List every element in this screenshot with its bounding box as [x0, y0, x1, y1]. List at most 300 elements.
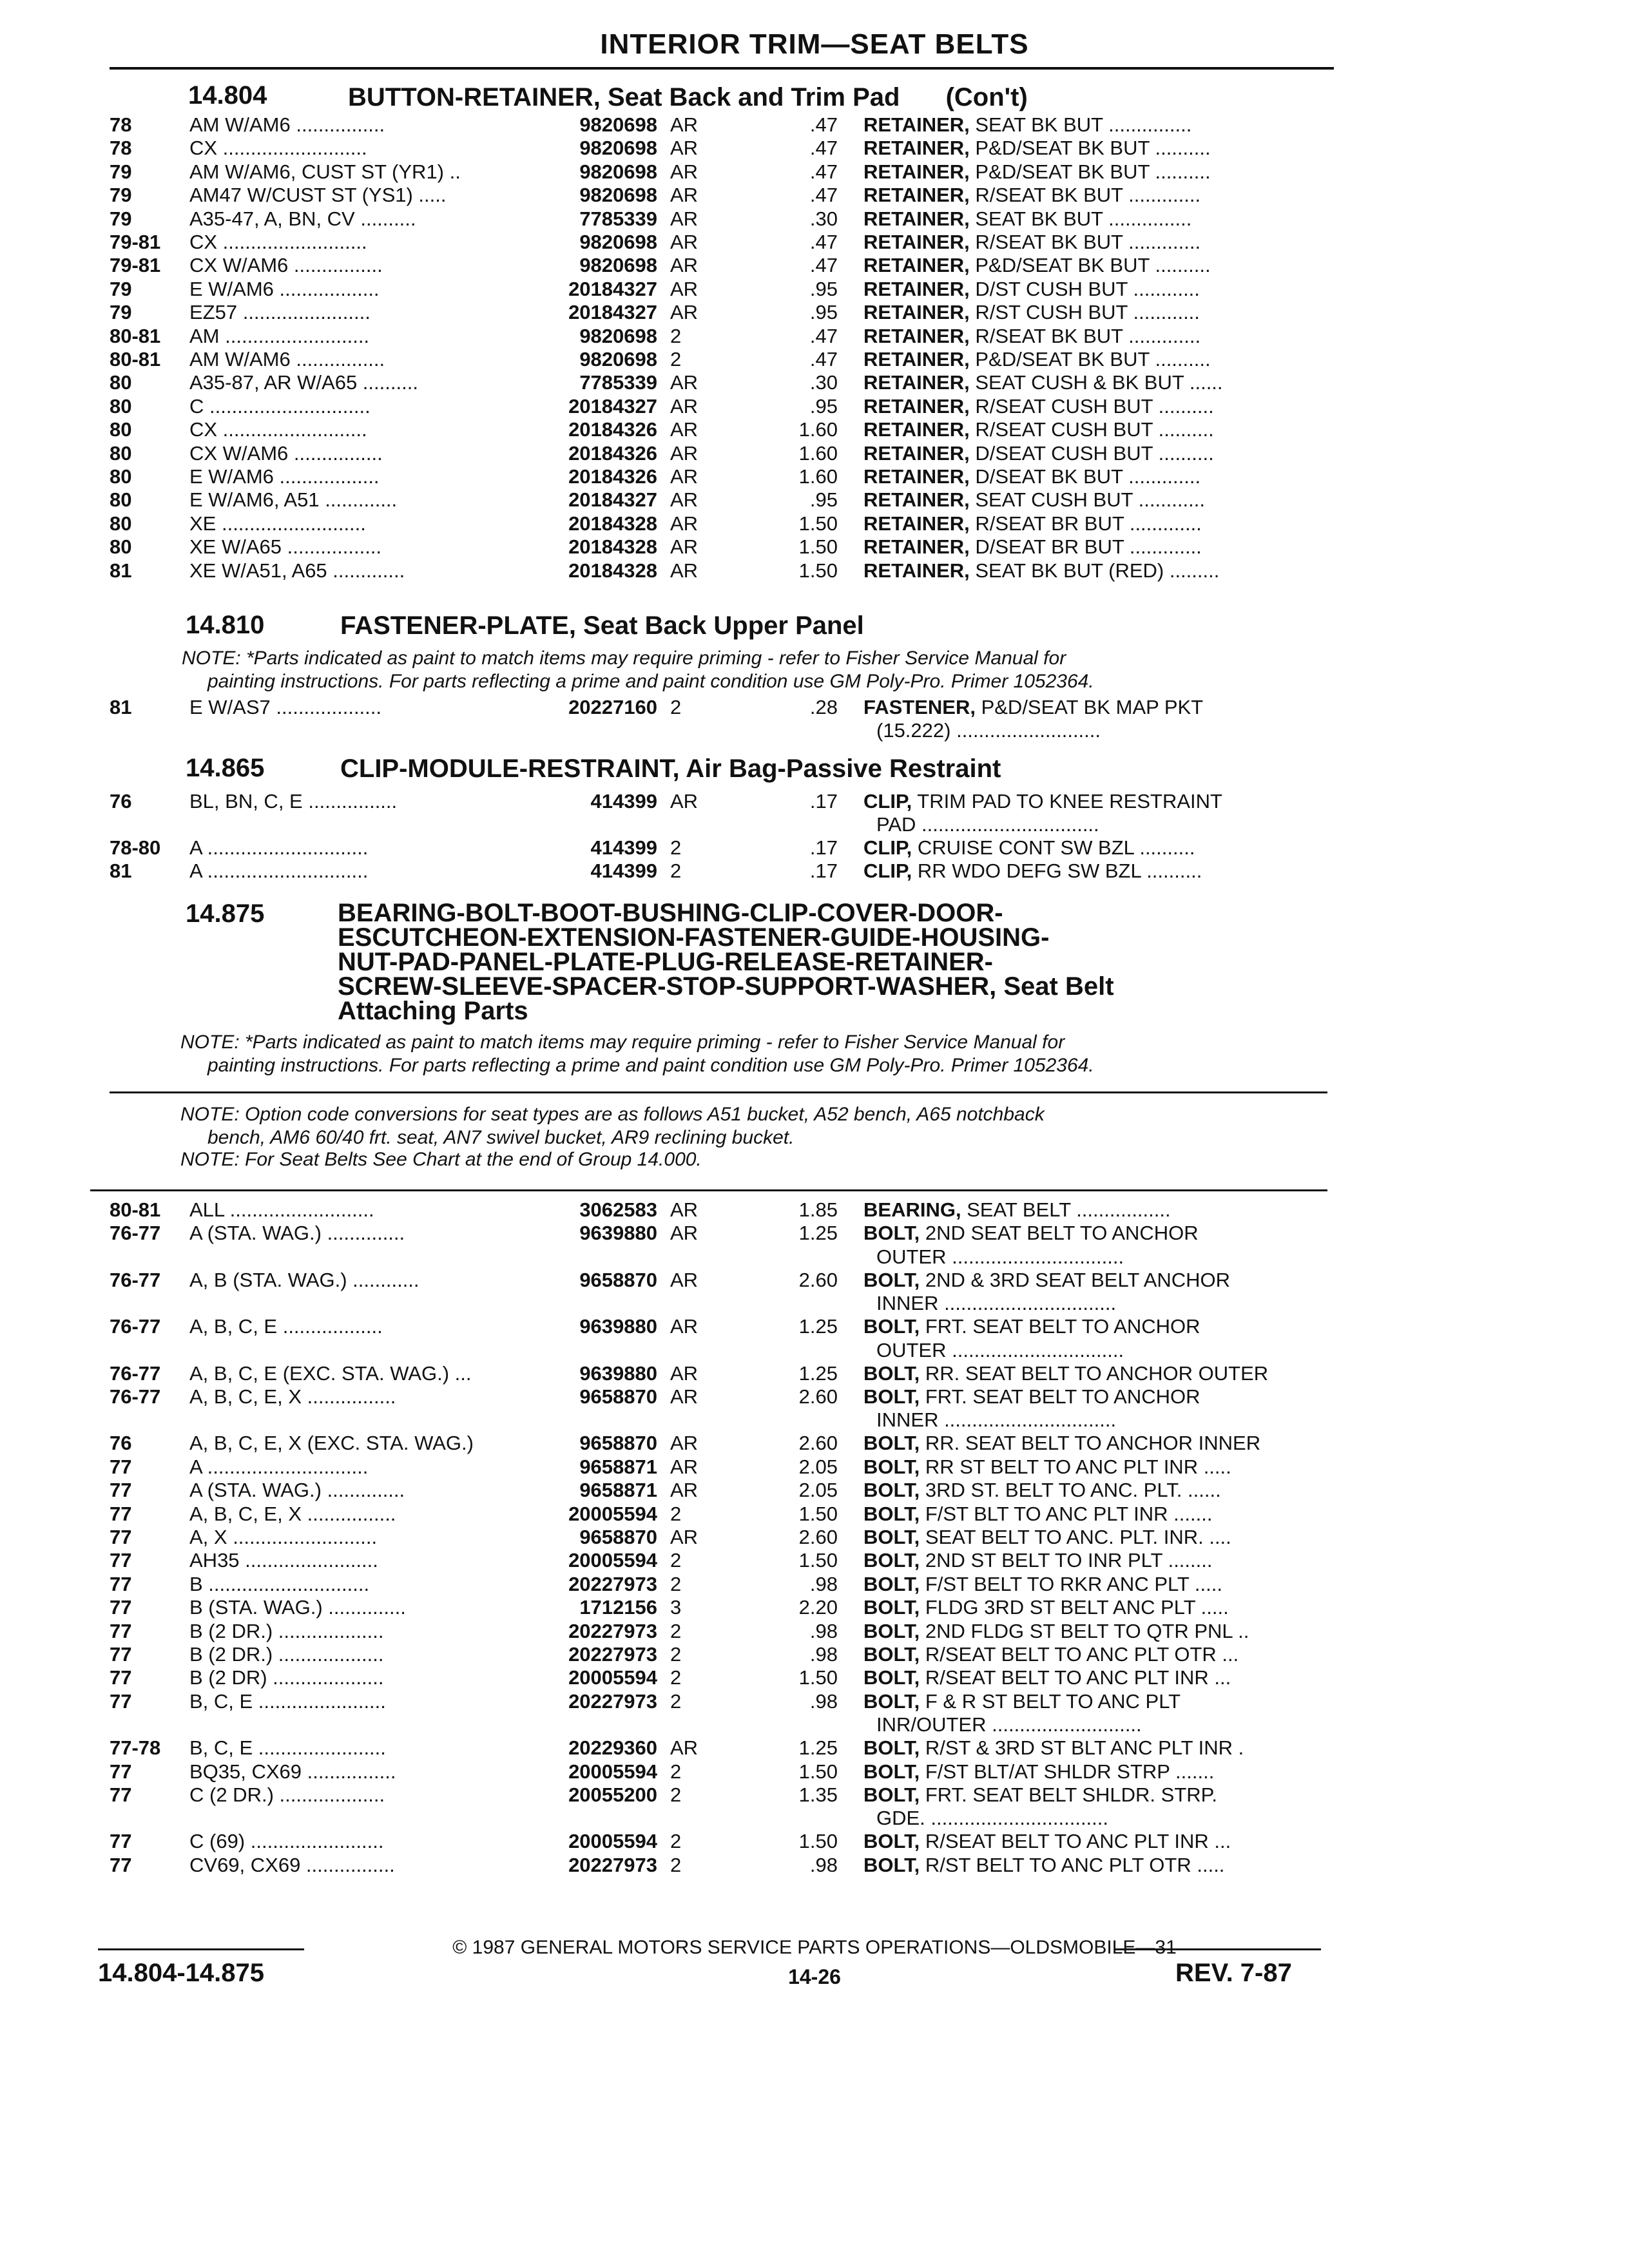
model-cell: C (69) ........................ [189, 1830, 384, 1853]
description-cell [863, 512, 1327, 535]
description-cell [863, 254, 1327, 277]
table-row [0, 1315, 1629, 1338]
part-number-cell: 20184327 [568, 488, 657, 512]
note-line: NOTE: Option code conversions for seat types are as follows A51 bucket, A52 bench, A65 notchback [180, 1104, 1045, 1125]
price-cell: .98 [809, 1572, 838, 1595]
price-cell: .47 [809, 324, 838, 347]
year-cell: 80 [110, 441, 132, 465]
table-row [0, 1503, 1629, 1526]
quantity-cell: AR [670, 207, 699, 230]
part-number-cell: 9820698 [579, 231, 657, 253]
description-cell [863, 1736, 1327, 1760]
part-number-cell: 20184328 [568, 512, 657, 535]
quantity-cell: AR [670, 394, 699, 418]
year-cell: 80 [110, 418, 132, 441]
part-number-cell: 20227973 [568, 1853, 657, 1876]
table-row [0, 535, 1629, 559]
year-cell: 77 [110, 1666, 132, 1689]
part-name: RETAINER, [863, 418, 970, 441]
quantity-cell: AR [670, 512, 699, 535]
table-row [0, 160, 1629, 184]
quantity-cell: AR [670, 137, 699, 160]
description-cell [863, 1362, 1327, 1385]
part-number-cell: 9820698 [579, 254, 657, 277]
page-title: INTERIOR TRIM—SEAT BELTS [600, 28, 1029, 60]
model-cell: AM47 W/CUST ST (YS1) ..... [189, 184, 447, 207]
part-number-cell: 20184328 [568, 535, 657, 559]
description-continuation: GDE. ................................ [876, 1807, 1109, 1830]
year-cell: 78-80 [110, 836, 161, 859]
description-cell [863, 325, 1327, 348]
table-row [0, 1690, 1629, 1713]
model-cell: A, B, C, E .................. [189, 1315, 383, 1338]
part-name: RETAINER, [863, 137, 970, 160]
model-cell: C (2 DR.) ................... [189, 1783, 385, 1806]
price-cell: 2.05 [798, 1479, 838, 1502]
note-line: NOTE: *Parts indicated as paint to match items may require priming - refer to Fisher Service Manual for [182, 648, 1066, 669]
part-detail: RR. SEAT BELT TO ANCHOR OUTER [920, 1361, 1269, 1385]
year-cell: 79 [110, 160, 132, 183]
section-number: 14.804 [188, 81, 267, 110]
quantity-cell: AR [670, 1315, 699, 1338]
part-name: RETAINER, [863, 348, 970, 370]
model-cell: A, B, C, E, X ................ [189, 1502, 396, 1525]
description-cell [863, 1690, 1327, 1713]
price-cell: .47 [809, 231, 838, 253]
price-cell: .98 [809, 1689, 838, 1713]
price-cell: .47 [809, 160, 838, 183]
year-cell: 77 [110, 1479, 132, 1502]
part-detail: FRT. SEAT BELT SHLDR. STRP. [920, 1783, 1217, 1806]
part-number-cell: 9820698 [579, 184, 657, 207]
model-cell: ALL .......................... [189, 1198, 374, 1221]
footer-page: 14-26 [788, 1965, 841, 1988]
model-cell: A, B, C, E (EXC. STA. WAG.) ... [189, 1361, 472, 1385]
price-cell: .95 [809, 301, 838, 324]
part-name: RETAINER, [863, 488, 970, 512]
quantity-cell: 2 [670, 1666, 682, 1689]
model-cell: B (2 DR.) ................... [189, 1619, 384, 1642]
model-cell: CV69, CX69 ................ [189, 1853, 395, 1876]
price-cell: .17 [809, 860, 838, 882]
description-continuation: OUTER ............................... [876, 1338, 1124, 1361]
part-name: RETAINER, [863, 301, 970, 324]
table-row [0, 1456, 1629, 1479]
part-name: RETAINER, [863, 371, 970, 394]
description-cell [863, 1596, 1327, 1619]
part-number-cell: 9658870 [579, 1432, 657, 1455]
quantity-cell: 2 [670, 324, 682, 347]
model-cell: A, B (STA. WAG.) ............ [189, 1268, 419, 1291]
part-detail: P&D/SEAT BK BUT .......... [969, 254, 1211, 277]
price-cell: .95 [809, 277, 838, 300]
price-cell: .17 [809, 790, 838, 812]
part-detail: SEAT BELT ................. [961, 1198, 1171, 1221]
year-cell: 81 [110, 559, 132, 582]
model-cell: B (STA. WAG.) .............. [189, 1596, 406, 1619]
quantity-cell: 2 [670, 1619, 682, 1642]
section-title: CLIP-MODULE-RESTRAINT, Air Bag-Passive Restraint [340, 754, 1001, 783]
year-cell: 76 [110, 1432, 132, 1455]
part-detail: RR. SEAT BELT TO ANCHOR INNER [920, 1432, 1261, 1455]
part-number-cell: 20227973 [568, 1643, 657, 1666]
part-name: BOLT, [863, 1385, 920, 1408]
quantity-cell: 2 [670, 348, 682, 370]
part-detail: R/SEAT BK BUT ............. [969, 324, 1201, 347]
part-number-cell: 414399 [590, 790, 657, 812]
quantity-cell: AR [670, 1268, 699, 1291]
part-detail: CRUISE CONT SW BZL .......... [912, 836, 1195, 859]
quantity-cell: 2 [670, 1549, 682, 1572]
part-detail: D/SEAT CUSH BUT .......... [969, 441, 1214, 465]
description-cell [863, 1666, 1327, 1689]
year-cell: 79 [110, 207, 132, 230]
part-name: BOLT, [863, 1783, 920, 1806]
table-row [0, 1596, 1629, 1619]
description-cell [863, 1760, 1327, 1783]
note-line: NOTE: For Seat Belts See Chart at the end of Group 14.000. [180, 1149, 702, 1170]
quantity-cell: AR [670, 418, 699, 441]
description-cell [863, 301, 1327, 324]
section-title-line: SCREW-SLEEVE-SPACER-STOP-SUPPORT-WASHER, Seat Belt [338, 972, 1114, 1001]
part-name: RETAINER, [863, 535, 970, 559]
price-cell: .30 [809, 207, 838, 230]
part-name: RETAINER, [863, 113, 970, 136]
section-title [338, 901, 1114, 1023]
description-cell [863, 1503, 1327, 1526]
part-name: BOLT, [863, 1455, 920, 1478]
price-cell: 1.50 [798, 512, 838, 535]
price-cell: .47 [809, 184, 838, 207]
table-row [0, 1736, 1629, 1760]
note-line: NOTE: *Parts indicated as paint to match items may require priming - refer to Fisher Service Manual for [180, 1032, 1065, 1053]
price-cell: .98 [809, 1619, 838, 1642]
part-detail: F/ST BELT TO RKR ANC PLT ..... [920, 1572, 1222, 1595]
part-number-cell: 20005594 [568, 1549, 657, 1572]
year-cell: 77-78 [110, 1736, 161, 1760]
model-cell: E W/AM6 .................. [189, 277, 380, 300]
description-cell [863, 696, 1327, 719]
part-number-cell: 9820698 [579, 113, 657, 136]
price-cell: 1.50 [798, 535, 838, 559]
description-cell [863, 137, 1327, 160]
description-continuation: INNER ............................... [876, 1408, 1117, 1432]
part-name: BOLT, [863, 1830, 920, 1853]
part-name: BOLT, [863, 1502, 920, 1525]
model-cell: XE W/A65 ................. [189, 535, 382, 559]
table-row [0, 488, 1629, 512]
model-cell: B (2 DR.) ................... [189, 1643, 384, 1666]
part-detail: FRT. SEAT BELT TO ANCHOR [920, 1385, 1200, 1408]
part-detail: TRIM PAD TO KNEE RESTRAINT [912, 790, 1222, 812]
section-cont: (Con't) [945, 83, 1028, 111]
footer-rev: REV. 7-87 [1175, 1959, 1292, 1987]
section-number: 14.865 [186, 754, 265, 782]
part-name: BEARING, [863, 1198, 961, 1221]
part-number-cell: 20229360 [568, 1736, 657, 1760]
description-cell [863, 231, 1327, 254]
note-line: bench, AM6 60/40 frt. seat, AN7 swivel bucket, AR9 reclining bucket. [207, 1127, 795, 1148]
part-detail: F & R ST BELT TO ANC PLT [920, 1689, 1181, 1713]
part-detail: P&D/SEAT BK BUT .......... [969, 348, 1211, 370]
table-row [0, 113, 1629, 137]
section-rule [90, 1189, 1327, 1191]
model-cell: B, C, E ....................... [189, 1736, 386, 1760]
part-detail: R/SEAT BELT TO ANC PLT INR ... [920, 1666, 1231, 1689]
model-cell: A, B, C, E, X (EXC. STA. WAG.) [189, 1432, 474, 1455]
part-detail: SEAT CUSH BUT ............ [969, 488, 1205, 512]
table-row [0, 559, 1629, 582]
part-detail: D/SEAT BK BUT ............. [969, 465, 1201, 488]
quantity-cell: 3 [670, 1596, 682, 1619]
table-row [0, 512, 1629, 535]
part-detail: R/SEAT CUSH BUT .......... [969, 394, 1214, 418]
year-cell: 77 [110, 1526, 132, 1548]
model-cell: B, C, E ....................... [189, 1689, 386, 1713]
price-cell: .28 [809, 696, 838, 718]
description-cell [863, 488, 1327, 512]
quantity-cell: 2 [670, 1783, 682, 1806]
part-detail: FLDG 3RD ST BELT ANC PLT ..... [920, 1596, 1229, 1619]
part-name: BOLT, [863, 1736, 920, 1760]
table-row [0, 325, 1629, 348]
description-cell [863, 348, 1327, 371]
year-cell: 80 [110, 465, 132, 488]
part-detail: FRT. SEAT BELT TO ANCHOR [920, 1315, 1200, 1338]
footer-range: 14.804-14.875 [98, 1959, 265, 1987]
price-cell: .30 [809, 371, 838, 394]
year-cell: 76-77 [110, 1268, 161, 1291]
part-name: BOLT, [863, 1432, 920, 1455]
description-continuation: OUTER ............................... [876, 1245, 1124, 1268]
model-cell: E W/AM6, A51 ............. [189, 488, 398, 512]
part-name: BOLT, [863, 1222, 920, 1245]
part-number-cell: 20184326 [568, 418, 657, 441]
description-cell [863, 1643, 1327, 1666]
year-cell: 77 [110, 1783, 132, 1806]
description-cell [863, 1315, 1327, 1338]
description-cell [863, 1526, 1327, 1549]
model-cell: A (STA. WAG.) .............. [189, 1222, 405, 1245]
part-detail: R/ST & 3RD ST BLT ANC PLT INR . [920, 1736, 1244, 1760]
price-cell: 1.50 [798, 559, 838, 582]
part-number-cell: 9820698 [579, 137, 657, 160]
description-continuation: INR/OUTER ........................... [876, 1713, 1142, 1736]
part-detail: R/SEAT BELT TO ANC PLT INR ... [920, 1830, 1231, 1853]
description-cell [863, 278, 1327, 301]
year-cell: 77 [110, 1619, 132, 1642]
price-cell: 1.60 [798, 441, 838, 465]
part-detail: 2ND FLDG ST BELT TO QTR PNL .. [920, 1619, 1249, 1642]
part-detail: R/SEAT BR BUT ............. [969, 512, 1202, 535]
table-row [0, 301, 1629, 324]
year-cell: 79 [110, 277, 132, 300]
table-row [0, 696, 1629, 719]
quantity-cell: AR [670, 371, 699, 394]
part-name: CLIP, [863, 836, 912, 859]
model-cell: B (2 DR) .................... [189, 1666, 384, 1689]
description-cell [863, 1269, 1327, 1292]
price-cell: 1.50 [798, 1549, 838, 1572]
table-row [0, 1783, 1629, 1807]
price-cell: 1.50 [798, 1666, 838, 1689]
table-row [0, 860, 1629, 883]
part-detail: 2ND SEAT BELT TO ANCHOR [920, 1222, 1199, 1245]
price-cell: 1.25 [798, 1736, 838, 1760]
table-row [0, 278, 1629, 301]
part-name: RETAINER, [863, 277, 970, 300]
quantity-cell: AR [670, 184, 699, 207]
year-cell: 80 [110, 535, 132, 559]
table-row [0, 348, 1629, 371]
description-cell [863, 1385, 1327, 1408]
description-continuation: (15.222) .......................... [876, 719, 1101, 742]
part-name: BOLT, [863, 1643, 920, 1666]
price-cell: 2.60 [798, 1268, 838, 1291]
part-detail: SEAT CUSH & BK BUT ...... [969, 371, 1223, 394]
price-cell: 1.50 [798, 1760, 838, 1783]
part-name: BOLT, [863, 1596, 920, 1619]
price-cell: 2.20 [798, 1596, 838, 1619]
model-cell: A35-47, A, BN, CV .......... [189, 207, 416, 230]
part-detail: 2ND ST BELT TO INR PLT ........ [920, 1549, 1213, 1572]
year-cell: 78 [110, 137, 132, 160]
section-title-line: Attaching Parts [338, 997, 528, 1025]
year-cell: 77 [110, 1830, 132, 1853]
part-number-cell: 20184327 [568, 301, 657, 324]
quantity-cell: AR [670, 277, 699, 300]
model-cell: CX W/AM6 ................ [189, 441, 383, 465]
part-number-cell: 20184327 [568, 394, 657, 418]
model-cell: AM W/AM6 ................ [189, 113, 385, 136]
part-number-cell: 20184326 [568, 441, 657, 465]
price-cell: 2.60 [798, 1526, 838, 1548]
year-cell: 77 [110, 1502, 132, 1525]
part-name: RETAINER, [863, 254, 970, 277]
table-row [0, 790, 1629, 813]
description-cell [863, 1479, 1327, 1502]
part-number-cell: 20005594 [568, 1666, 657, 1689]
price-cell: .95 [809, 488, 838, 512]
year-cell: 76-77 [110, 1222, 161, 1245]
description-cell [863, 1432, 1327, 1455]
part-number-cell: 9820698 [579, 324, 657, 347]
part-detail: P&D/SEAT BK BUT .......... [969, 137, 1211, 160]
description-cell [863, 559, 1327, 582]
quantity-cell: AR [670, 254, 699, 277]
description-cell [863, 836, 1327, 860]
quantity-cell: 2 [670, 836, 682, 859]
part-detail: SEAT BK BUT ............... [969, 113, 1192, 136]
year-cell: 81 [110, 696, 132, 718]
price-cell: 1.60 [798, 418, 838, 441]
part-detail: R/SEAT CUSH BUT .......... [969, 418, 1214, 441]
table-row [0, 1643, 1629, 1666]
part-name: CLIP, [863, 860, 912, 882]
part-detail: RR ST BELT TO ANC PLT INR ..... [920, 1455, 1231, 1478]
price-cell: 1.25 [798, 1222, 838, 1245]
section-rule [110, 1091, 1327, 1093]
part-name: RETAINER, [863, 465, 970, 488]
section-title-line: BEARING-BOLT-BOOT-BUSHING-CLIP-COVER-DOOR- [338, 899, 1003, 927]
part-number-cell: 9658870 [579, 1268, 657, 1291]
section-number: 14.875 [186, 899, 265, 928]
model-cell: A ............................. [189, 860, 369, 882]
part-name: BOLT, [863, 1760, 920, 1783]
price-cell: .47 [809, 137, 838, 160]
table-row [0, 1362, 1629, 1385]
note-line: painting instructions. For parts reflecting a prime and paint condition use GM Poly-Pro. Primer 1052364. [207, 671, 1094, 692]
quantity-cell: 2 [670, 1572, 682, 1595]
model-cell: E W/AS7 ................... [189, 696, 382, 718]
price-cell: .98 [809, 1643, 838, 1666]
part-number-cell: 20227973 [568, 1619, 657, 1642]
year-cell: 80 [110, 512, 132, 535]
quantity-cell: AR [670, 1222, 699, 1245]
description-cell [863, 207, 1327, 231]
description-cell [863, 860, 1327, 883]
model-cell: AH35 ........................ [189, 1549, 378, 1572]
model-cell: BL, BN, C, E ................ [189, 790, 398, 812]
model-cell: A35-87, AR W/A65 .......... [189, 371, 418, 394]
year-cell: 76-77 [110, 1315, 161, 1338]
year-cell: 76-77 [110, 1361, 161, 1385]
year-cell: 77 [110, 1596, 132, 1619]
part-number-cell: 7785339 [579, 371, 657, 394]
table-row [0, 836, 1629, 860]
quantity-cell: AR [670, 231, 699, 253]
description-continuation: PAD ................................ [876, 813, 1099, 836]
year-cell: 80 [110, 394, 132, 418]
quantity-cell: AR [670, 113, 699, 136]
year-cell: 80-81 [110, 1198, 161, 1221]
table-row [0, 1479, 1629, 1502]
part-number-cell: 20184327 [568, 277, 657, 300]
part-name: BOLT, [863, 1361, 920, 1385]
part-number-cell: 20227160 [568, 696, 657, 718]
header-rule [110, 67, 1334, 70]
table-row [0, 1573, 1629, 1596]
quantity-cell: AR [670, 1385, 699, 1408]
part-detail: 3RD ST. BELT TO ANC. PLT. ...... [920, 1479, 1221, 1502]
part-number-cell: 9658870 [579, 1526, 657, 1548]
part-name: RETAINER, [863, 184, 970, 207]
table-row [0, 184, 1629, 207]
model-cell: A, X .......................... [189, 1526, 378, 1548]
year-cell: 79 [110, 301, 132, 324]
model-cell: CX .......................... [189, 231, 367, 253]
price-cell: .95 [809, 394, 838, 418]
part-number-cell: 9658871 [579, 1455, 657, 1478]
table-row [0, 1526, 1629, 1549]
year-cell: 80-81 [110, 348, 161, 370]
part-name: BOLT, [863, 1268, 920, 1291]
table-row [0, 1198, 1629, 1222]
model-cell: E W/AM6 .................. [189, 465, 380, 488]
model-cell: CX .......................... [189, 418, 367, 441]
model-cell: A, B, C, E, X ................ [189, 1385, 396, 1408]
description-cell [863, 184, 1327, 207]
model-cell: EZ57 ....................... [189, 301, 371, 324]
price-cell: 1.35 [798, 1783, 838, 1806]
description-cell [863, 371, 1327, 394]
description-cell [863, 1783, 1327, 1807]
part-number-cell: 3062583 [579, 1198, 657, 1221]
quantity-cell: 2 [670, 860, 682, 882]
part-name: RETAINER, [863, 160, 970, 183]
description-cell [863, 160, 1327, 184]
quantity-cell: AR [670, 301, 699, 324]
